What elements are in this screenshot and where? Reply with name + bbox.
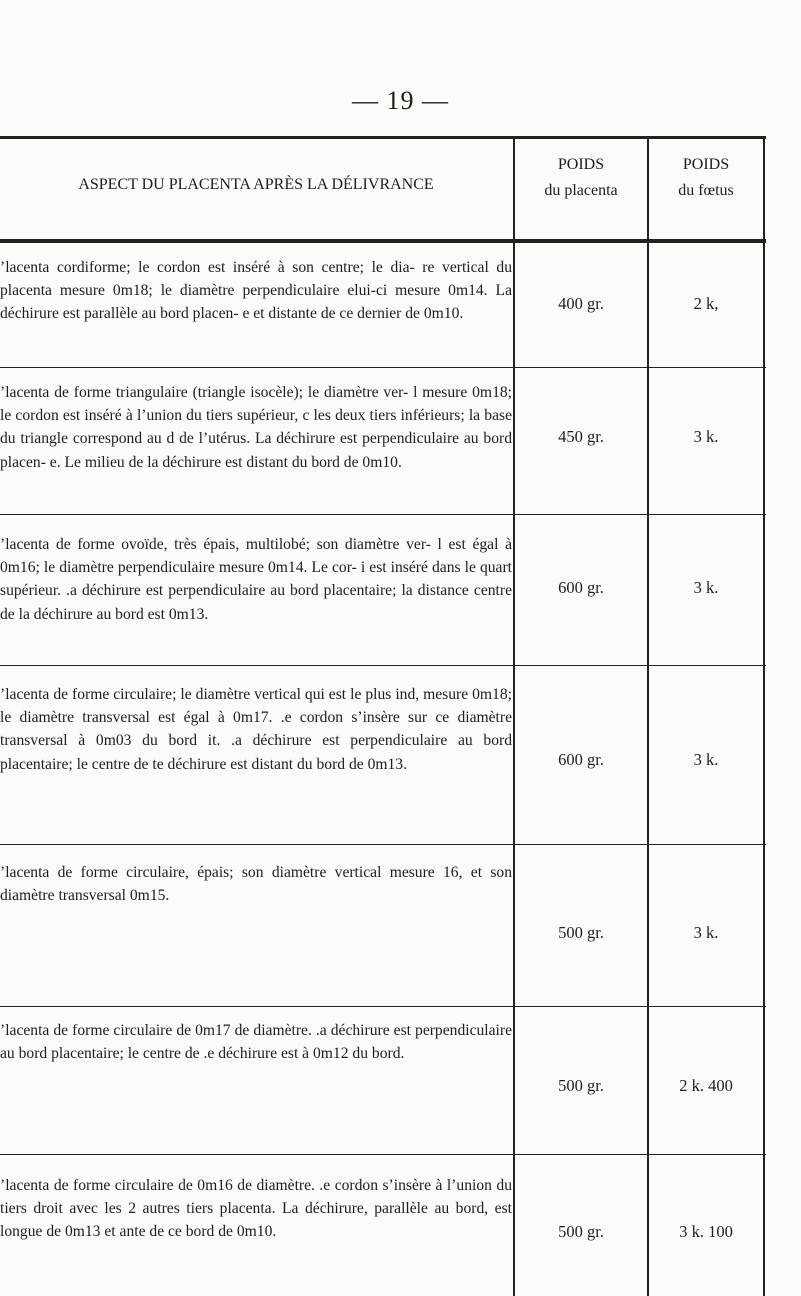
row-6-poids-placenta: 500 gr.	[558, 1076, 604, 1095]
row-2-poids-placenta: 450 gr.	[558, 427, 604, 446]
header-aspect: ASPECT DU PLACENTA APRÈS LA DÉLIVRANCE	[78, 176, 434, 193]
header-poids-foetus	[649, 152, 763, 204]
row-divider	[0, 1006, 766, 1007]
row-6-description: ’lacenta de forme circulaire de 0m17 de diamètre. .a déchirure est perpendiculaire au bord placentaire; le centre de .e déchirure est à 0m12 du bord.	[0, 1022, 512, 1063]
row-3-poids-foetus: 3 k.	[693, 578, 719, 597]
row-4-description: ’lacenta de forme circulaire; le diamètre vertical qui est le plus ind, mesure 0m18; le diamètre transversal est égal à 0m17. .e cordon s’insère sur ce diamètre transversal à 0m03 du bord it. .a déchirure est perpendiculaire au bord placentaire; le centre de te déchirure est distant du bord de 0m13.	[0, 686, 512, 773]
row-1-description: ’lacenta cordiforme; le cordon est inséré à son centre; le dia- re vertical du placenta mesure 0m18; le diamètre perpendiculaire elui-ci mesure 0m14. La déchirure est parallèle au bord placen- e et distante de ce dernier de 0m10.	[0, 259, 512, 323]
header-poids-placenta-line1: POIDS	[557, 156, 605, 173]
header-rule	[0, 239, 766, 243]
row-1-poids-placenta: 400 gr.	[558, 294, 604, 313]
row-6-poids-foetus: 2 k. 400	[679, 1076, 733, 1095]
row-4-poids-foetus: 3 k.	[693, 750, 719, 769]
row-7-description: ’lacenta de forme circulaire de 0m16 de diamètre. .e cordon s’insère à l’union du tiers droit avec les 2 autres tiers placenta. La déchirure, parallèle au bord, est longue de 0m13 et ante de ce bord de 0m10.	[0, 1177, 512, 1241]
row-divider	[0, 514, 766, 515]
row-2-poids-foetus: 3 k.	[693, 427, 719, 446]
row-2-description: ’lacenta de forme triangulaire (triangle isocèle); le diamètre ver- l mesure 0m18; le cordon est inséré à l’union du tiers supérieur, c les deux tiers inférieurs; la base du triangle correspond au d de l’utérus. La déchirure est perpendiculaire au bord placen- e. Le milieu de la déchirure est distant du bord de 0m10.	[0, 384, 512, 471]
row-divider	[0, 665, 766, 666]
header-poids-placenta	[515, 152, 647, 204]
header-poids-placenta-line2: du placenta	[544, 182, 618, 199]
row-divider	[0, 1154, 766, 1155]
row-4-poids-placenta: 600 gr.	[558, 750, 604, 769]
row-3-description: ’lacenta de forme ovoïde, très épais, multilobé; son diamètre ver- l est égal à 0m16; le diamètre perpendiculaire mesure 0m14. Le cor- i est inséré dans le quart supérieur. .a déchirure est perpendiculaire au bord placentaire; la distance centre de la déchirure au bord est 0m13.	[0, 536, 512, 623]
header-poids-foetus-line2: du fœtus	[678, 182, 734, 199]
row-5-description: ’lacenta de forme circulaire, épais; son diamètre vertical mesure 16, et son diamètre transversal 0m15.	[0, 864, 512, 905]
row-divider	[0, 367, 766, 368]
row-divider	[0, 844, 766, 845]
row-7-poids-placenta: 500 gr.	[558, 1222, 604, 1241]
page-number: — 19 —	[352, 86, 449, 115]
placenta-table	[0, 136, 766, 1296]
row-5-poids-placenta: 500 gr.	[558, 923, 604, 942]
row-3-poids-placenta: 600 gr.	[558, 578, 604, 597]
row-1-poids-foetus: 2 k,	[693, 294, 719, 313]
table-right-rule	[763, 136, 765, 1296]
row-5-poids-foetus: 3 k.	[693, 923, 719, 942]
table-top-rule	[0, 136, 766, 139]
header-poids-foetus-line1: POIDS	[682, 156, 730, 173]
row-7-poids-foetus: 3 k. 100	[679, 1222, 733, 1241]
